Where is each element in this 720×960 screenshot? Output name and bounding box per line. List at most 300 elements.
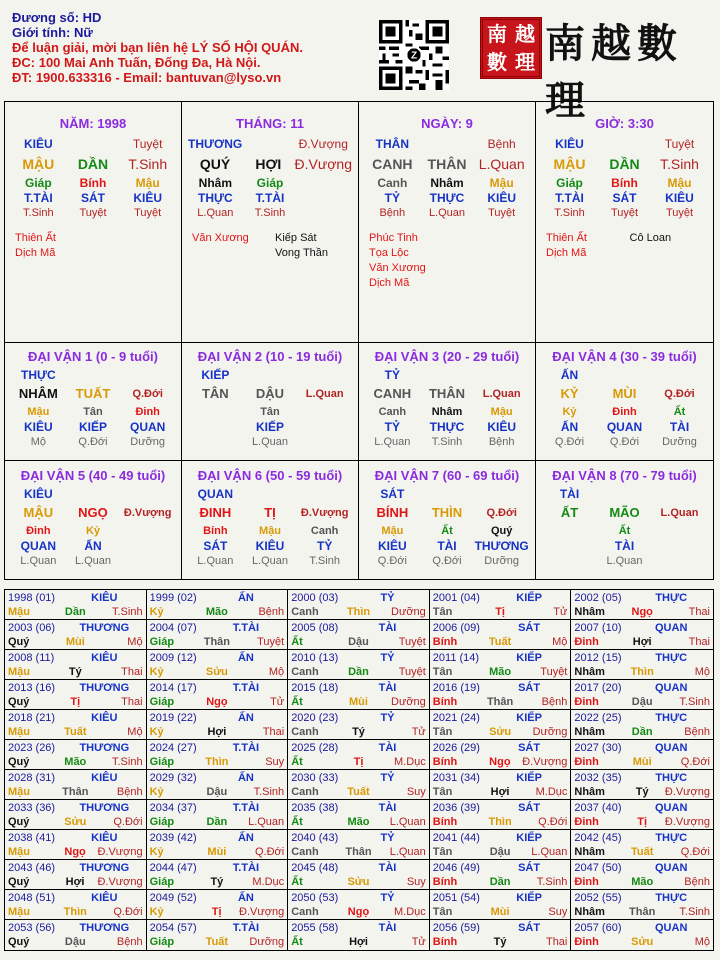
- hidden-stem-cell: Tuyệt: [665, 207, 694, 219]
- year-cell[interactable]: [5, 650, 147, 680]
- hidden-stem-cell: KIÊU: [665, 191, 694, 205]
- year-cell[interactable]: [571, 590, 713, 620]
- year-cell[interactable]: [571, 920, 713, 950]
- year-pillar: [147, 665, 288, 679]
- dai-van-grid: [11, 487, 175, 569]
- phone-email[interactable]: ĐT: 1900.633316 - Email: bantuvan@lyso.vn: [12, 70, 282, 85]
- hidden-stem-cell: Giáp: [256, 176, 284, 190]
- dai-van-entry: Q.Đới: [432, 555, 462, 567]
- year-cell[interactable]: [288, 770, 430, 800]
- qr-code-icon[interactable]: [379, 20, 449, 90]
- year-cell[interactable]: [147, 620, 289, 650]
- year-header: [571, 590, 713, 605]
- year-god: KIẾP: [516, 772, 542, 784]
- year-label: 2024 (27): [149, 742, 197, 754]
- year-stem: Tân: [432, 906, 453, 918]
- year-header: [147, 830, 288, 845]
- year-cell[interactable]: [430, 860, 572, 890]
- year-branch: Hợi: [490, 786, 510, 798]
- year-branch: Thìn: [488, 816, 512, 828]
- dai-van-cell[interactable]: [5, 460, 182, 579]
- year-header: [430, 680, 571, 695]
- year-cell[interactable]: [5, 680, 147, 710]
- year-label: 2056 (59): [432, 922, 480, 934]
- year-pillar: [430, 695, 571, 709]
- year-label: 2039 (42): [149, 832, 197, 844]
- hidden-stem-cell: KIÊU: [133, 191, 162, 205]
- year-god: TỶ: [380, 652, 395, 664]
- stem-cell: [420, 137, 475, 152]
- year-pillar: [5, 845, 146, 859]
- dai-van-cell[interactable]: [359, 460, 536, 579]
- year-branch: Hợi: [632, 636, 652, 648]
- pillar-stems: [542, 137, 707, 176]
- year-cell[interactable]: [571, 620, 713, 650]
- dai-van-entry: KIÊU: [255, 539, 285, 553]
- year-header: [5, 680, 146, 695]
- year-pillar: [147, 755, 288, 769]
- year-branch: Dậu: [489, 846, 511, 858]
- year-label: 2023 (26): [8, 742, 56, 754]
- year-god: SÁT: [518, 862, 541, 874]
- year-header: [5, 650, 146, 665]
- year-cell[interactable]: [430, 620, 572, 650]
- year-header: [147, 890, 288, 905]
- year-branch: Sửu: [347, 876, 370, 888]
- year-branch: Mùi: [207, 846, 227, 858]
- star-label: Tọa Lộc: [369, 247, 409, 259]
- year-header: [430, 830, 571, 845]
- year-cell[interactable]: [571, 740, 713, 770]
- address: ĐC: 100 Mai Anh Tuấn, Đống Đa, Hà Nội.: [12, 55, 261, 70]
- year-cell[interactable]: [430, 590, 572, 620]
- year-header: [147, 650, 288, 665]
- year-stem: Canh: [291, 786, 319, 798]
- dai-van-title: ĐẠI VẬN 3 (20 - 29 tuổi): [374, 349, 520, 364]
- star-label: Vong Thần: [275, 247, 329, 259]
- dai-van-entry: [474, 368, 529, 383]
- year-header: [288, 830, 429, 845]
- year-god: T.TÀI: [232, 922, 260, 934]
- year-cell[interactable]: [571, 680, 713, 710]
- year-label: 2007 (10): [574, 622, 622, 634]
- year-label: 2010 (13): [291, 652, 339, 664]
- stem-cell: T.Sinh: [128, 156, 168, 172]
- year-cell[interactable]: [430, 650, 572, 680]
- hidden-stem-cell: Bính: [79, 176, 107, 190]
- dai-van-entry: ĐINH: [199, 505, 232, 520]
- stem-cell: Đ.Vượng: [298, 137, 348, 151]
- year-cell[interactable]: [147, 710, 289, 740]
- year-cell[interactable]: [571, 770, 713, 800]
- year-header: [571, 650, 713, 665]
- stem-cell: [66, 137, 121, 152]
- dai-van-entry: Q.Đới: [609, 436, 640, 448]
- year-label: 2033 (36): [8, 802, 56, 814]
- svg-text:Z: Z: [410, 50, 418, 62]
- year-pillar: [147, 815, 288, 829]
- year-header: [288, 770, 429, 785]
- year-label: 2026 (29): [432, 742, 480, 754]
- year-god: SÁT: [518, 802, 541, 814]
- year-god: T.TÀI: [232, 742, 260, 754]
- year-label: 2002 (05): [574, 592, 622, 604]
- year-cell[interactable]: [430, 770, 572, 800]
- year-god: QUAN: [655, 622, 688, 634]
- year-header: [288, 800, 429, 815]
- year-label: 2006 (09): [432, 622, 480, 634]
- dai-van-entry: Kỷ: [85, 525, 101, 537]
- dai-van-grid: [11, 368, 175, 450]
- year-phase: Tuyệt: [398, 636, 426, 648]
- year-cell[interactable]: [147, 800, 289, 830]
- year-cell[interactable]: [147, 860, 289, 890]
- star-label: Dịch Mã: [369, 277, 410, 289]
- year-stem: Bính: [432, 696, 458, 708]
- year-pillar: [5, 665, 146, 679]
- year-stem: Kỷ: [149, 846, 164, 858]
- dai-van-entry: DẬU: [255, 386, 285, 401]
- year-branch: Hợi: [349, 936, 368, 948]
- year-phase: Dưỡng: [249, 936, 285, 948]
- year-pillar: [5, 695, 146, 709]
- year-stem: Giáp: [149, 636, 175, 648]
- year-pillar: [571, 695, 713, 709]
- dai-van-entry: TUẤT: [75, 386, 111, 401]
- year-branch: Tuất: [64, 726, 87, 738]
- year-label: 2046 (49): [432, 862, 480, 874]
- pillar-column: [5, 102, 182, 342]
- year-cell[interactable]: [147, 590, 289, 620]
- dai-van-entry: THỰC: [429, 420, 465, 434]
- red-seal-logo: [480, 17, 542, 79]
- dai-van-entry: Ất: [441, 525, 453, 537]
- dai-van-entry: Đinh: [135, 406, 160, 418]
- year-cell[interactable]: [5, 590, 147, 620]
- pillar-title: NĂM: 1998: [59, 116, 127, 131]
- year-stem: Kỷ: [149, 606, 164, 618]
- year-cell[interactable]: [288, 620, 430, 650]
- year-cell[interactable]: [147, 740, 289, 770]
- four-pillars-board: [4, 101, 714, 343]
- dai-van-cell[interactable]: [5, 341, 182, 460]
- year-header: [288, 620, 429, 635]
- year-phase: Tử: [411, 936, 426, 948]
- year-phase: T.Sinh: [679, 696, 710, 708]
- year-god: KIÊU: [91, 592, 118, 604]
- year-god: THỰC: [655, 592, 688, 604]
- year-cell[interactable]: [5, 620, 147, 650]
- year-cell[interactable]: [288, 860, 430, 890]
- dai-van-title: ĐẠI VẬN 6 (50 - 59 tuổi): [197, 468, 343, 483]
- year-label: 2032 (35): [574, 772, 622, 784]
- dai-van-entry: T.Sinh: [431, 436, 463, 448]
- pillar-column: [536, 102, 713, 342]
- year-header: [430, 590, 571, 605]
- pillar-hidden-stems: [542, 176, 707, 221]
- dai-van-grid: [365, 368, 529, 450]
- year-god: THƯƠNG: [79, 682, 130, 694]
- dai-van-entry: TÀI: [614, 539, 635, 553]
- year-branch: Mùi: [490, 906, 510, 918]
- dai-van-entry: QUAN: [606, 420, 643, 434]
- year-cell[interactable]: [5, 920, 147, 950]
- pillar-hidden-stems: [365, 176, 529, 221]
- dai-van-entry: [474, 487, 529, 502]
- year-phase: Thai: [545, 936, 568, 948]
- year-cell[interactable]: [430, 890, 572, 920]
- year-pillar: [571, 725, 713, 739]
- dai-van-entry: [188, 420, 243, 435]
- year-header: [430, 920, 571, 935]
- year-cell[interactable]: [571, 830, 713, 860]
- year-header: [571, 620, 713, 635]
- dai-van-cell[interactable]: [536, 341, 713, 460]
- year-header: [147, 770, 288, 785]
- year-phase: M.Dục: [252, 876, 285, 888]
- year-cell[interactable]: [5, 740, 147, 770]
- year-god: THỰC: [655, 712, 688, 724]
- year-header: [147, 620, 288, 635]
- year-stem: Giáp: [149, 876, 175, 888]
- hidden-stem-cell: THỰC: [198, 191, 233, 205]
- year-stem: Bính: [432, 756, 458, 768]
- year-phase: Tử: [270, 696, 285, 708]
- header-info: [12, 10, 303, 85]
- year-branch: Mùi: [65, 636, 85, 648]
- year-label: 2048 (51): [8, 892, 56, 904]
- dai-van-entry: TỶ: [384, 368, 400, 382]
- dai-van-entry: Bệnh: [488, 436, 515, 448]
- year-stem: Nhâm: [574, 906, 605, 918]
- year-cell[interactable]: [430, 800, 572, 830]
- hidden-stem-cell: L.Quan: [197, 207, 234, 219]
- dai-van-title: ĐẠI VẬN 1 (0 - 9 tuổi): [27, 349, 158, 364]
- dai-van-entry: SÁT: [203, 539, 228, 553]
- year-branch: Dần: [206, 816, 228, 828]
- year-cell[interactable]: [147, 890, 289, 920]
- stem-cell: KIÊU: [555, 137, 584, 151]
- year-phase: Đ.Vượng: [97, 846, 143, 858]
- year-cell[interactable]: [430, 830, 572, 860]
- hidden-stem-cell: T.Sinh: [554, 207, 585, 219]
- year-stem: Bính: [432, 876, 458, 888]
- year-pillar: [147, 605, 288, 619]
- year-header: [5, 590, 146, 605]
- dai-van-entry: Dưỡng: [484, 555, 520, 567]
- year-label: 2038 (41): [8, 832, 56, 844]
- dai-van-entry: Q.Đới: [377, 555, 407, 567]
- year-phase: Đ.Vượng: [239, 906, 285, 918]
- dai-van-entry: KỶ: [560, 386, 579, 401]
- dai-van-entry: Quý: [490, 525, 513, 537]
- year-branch: Mão: [631, 876, 654, 888]
- year-cell[interactable]: [430, 710, 572, 740]
- dai-van-cell[interactable]: [182, 341, 359, 460]
- year-god: ẤN: [237, 652, 254, 664]
- year-cell[interactable]: [147, 830, 289, 860]
- year-cell[interactable]: [147, 770, 289, 800]
- year-pillar: [5, 905, 146, 919]
- seal-char: 數: [487, 50, 507, 74]
- year-stem: Giáp: [149, 756, 175, 768]
- year-cell[interactable]: [571, 860, 713, 890]
- year-header: [571, 830, 713, 845]
- year-pillar: [147, 905, 288, 919]
- year-cell[interactable]: [147, 650, 289, 680]
- year-branch: Dậu: [631, 696, 653, 708]
- seal-char: 越: [515, 22, 535, 46]
- year-header: [430, 890, 571, 905]
- year-cell[interactable]: [5, 770, 147, 800]
- hidden-stem-cell: Bính: [611, 176, 638, 190]
- dai-van-entry: QUAN: [20, 539, 56, 553]
- year-label: 2029 (32): [149, 772, 197, 784]
- year-stem: Ất: [291, 936, 303, 948]
- year-cell[interactable]: [288, 710, 430, 740]
- year-cell[interactable]: [288, 590, 430, 620]
- year-label: 2001 (04): [432, 592, 480, 604]
- year-god: QUAN: [655, 682, 688, 694]
- year-cell[interactable]: [147, 920, 289, 950]
- stem-cell: CANH: [372, 156, 413, 172]
- year-god: TÀI: [378, 742, 397, 754]
- dai-van-cell[interactable]: [359, 341, 536, 460]
- dai-van-cell[interactable]: [182, 460, 359, 579]
- year-cell[interactable]: [288, 680, 430, 710]
- year-stem: Tân: [432, 786, 453, 798]
- dai-van-entry: [66, 368, 121, 383]
- dai-van-entry: THƯƠNG: [474, 539, 529, 553]
- year-branch: Tuất: [205, 936, 229, 948]
- year-god: TỶ: [380, 832, 395, 844]
- hidden-stem-cell: Tuyệt: [488, 207, 516, 219]
- dai-van-entry: [542, 524, 597, 539]
- year-god: TÀI: [378, 922, 397, 934]
- year-branch: Mão: [489, 666, 512, 678]
- year-god: TÀI: [378, 802, 397, 814]
- dai-van-entry: MÃO: [609, 505, 640, 520]
- year-phase: Đ.Vượng: [97, 876, 143, 888]
- year-phase: Bệnh: [116, 786, 143, 798]
- year-pillar: [430, 845, 571, 859]
- year-stem: Nhâm: [574, 846, 605, 858]
- stem-cell: HỢI: [255, 156, 282, 172]
- year-cell[interactable]: [5, 860, 147, 890]
- year-label: 2016 (19): [432, 682, 480, 694]
- year-cell[interactable]: [288, 890, 430, 920]
- year-cell[interactable]: [288, 650, 430, 680]
- year-cell[interactable]: [288, 740, 430, 770]
- year-cell[interactable]: [147, 680, 289, 710]
- year-cell[interactable]: [5, 800, 147, 830]
- stem-cell: T.Sinh: [660, 156, 699, 172]
- year-phase: Thai: [688, 636, 710, 648]
- year-cell[interactable]: [571, 800, 713, 830]
- year-god: KIẾP: [516, 832, 542, 844]
- year-header: [147, 680, 288, 695]
- year-cell[interactable]: [5, 830, 147, 860]
- year-god: TỶ: [380, 712, 395, 724]
- stem-cell: Tuyệt: [664, 137, 695, 151]
- hidden-stem-cell: Tuyệt: [610, 207, 639, 219]
- year-stem: Giáp: [149, 936, 175, 948]
- year-cell[interactable]: [5, 890, 147, 920]
- pillar-stars: [192, 231, 358, 261]
- year-branch: Tý: [68, 666, 82, 678]
- dai-van-entry: L.Quan: [482, 388, 521, 400]
- year-cell[interactable]: [571, 650, 713, 680]
- dai-van-grid: [542, 487, 707, 569]
- year-cell[interactable]: [430, 680, 572, 710]
- year-label: 2036 (39): [432, 802, 480, 814]
- year-pillar: [288, 665, 429, 679]
- dai-van-entry: [652, 487, 707, 502]
- dai-van-entry: Q.Đới: [78, 436, 108, 448]
- dai-van-entry: KIÊU: [23, 487, 53, 501]
- year-label: 2040 (43): [291, 832, 339, 844]
- year-stem: Tân: [432, 606, 453, 618]
- year-stem: Bính: [432, 816, 458, 828]
- pillar-stars: [15, 231, 181, 261]
- year-god: QUAN: [655, 742, 688, 754]
- year-branch: Sửu: [631, 936, 654, 948]
- year-pillar: [430, 935, 571, 949]
- year-header: [288, 710, 429, 725]
- dai-van-entry: L.Quan: [20, 555, 57, 567]
- dai-van-row-2: [4, 460, 714, 580]
- stem-cell: Bệnh: [487, 137, 516, 151]
- year-cell[interactable]: [430, 740, 572, 770]
- year-phase: Q.Đới: [680, 756, 710, 768]
- dai-van-entry: [652, 539, 707, 554]
- hidden-stem-cell: T.TÀI: [23, 191, 53, 205]
- year-pillar: [5, 815, 146, 829]
- dai-van-cell[interactable]: [536, 460, 713, 579]
- year-phase: Dưỡng: [532, 726, 568, 738]
- year-phase: Suy: [548, 906, 568, 918]
- year-cell[interactable]: [288, 920, 430, 950]
- dai-van-entry: [297, 435, 352, 450]
- dai-van-entry: Đinh: [26, 525, 51, 537]
- year-phase: Mộ: [127, 726, 143, 738]
- year-label: 2054 (57): [149, 922, 197, 934]
- year-header: [5, 740, 146, 755]
- seal-char: 理: [515, 50, 535, 74]
- dai-van-entry: KIÊU: [377, 539, 407, 553]
- year-cell[interactable]: [571, 710, 713, 740]
- year-stem: Mậu: [8, 846, 30, 858]
- dai-van-entry: [188, 435, 243, 450]
- year-cell[interactable]: [288, 800, 430, 830]
- year-pillar: [288, 695, 429, 709]
- year-stem: Ất: [291, 696, 303, 708]
- year-stem: Kỷ: [149, 906, 164, 918]
- dai-van-entry: [66, 487, 121, 502]
- year-cell[interactable]: [5, 710, 147, 740]
- year-cell[interactable]: [430, 920, 572, 950]
- dai-van-entry: [652, 524, 707, 539]
- year-god: THƯƠNG: [79, 862, 130, 874]
- year-phase: Suy: [406, 786, 426, 798]
- year-cell[interactable]: [571, 890, 713, 920]
- year-cell[interactable]: [288, 830, 430, 860]
- dai-van-entry: Tân: [260, 406, 280, 418]
- year-phase: T.Sinh: [112, 756, 143, 768]
- year-label: 2018 (21): [8, 712, 56, 724]
- year-branch: Dậu: [348, 636, 369, 648]
- year-stem: Ất: [291, 756, 303, 768]
